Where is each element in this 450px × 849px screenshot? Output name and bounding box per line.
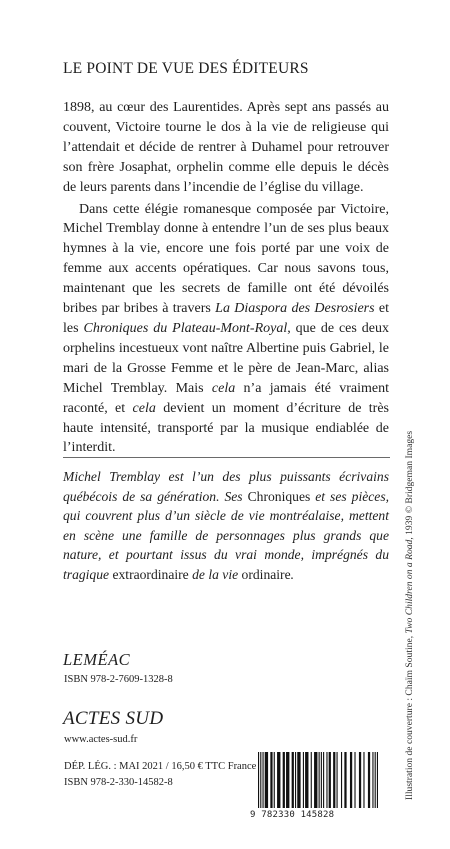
barcode-bar xyxy=(359,752,361,808)
emphasis: cela xyxy=(132,400,156,416)
barcode-bar xyxy=(337,752,338,808)
author-bio xyxy=(63,467,389,585)
barcode-number: 9 782330 145828 xyxy=(250,810,335,820)
barcode-bar xyxy=(297,752,300,808)
text-run: , que de ces deux orphelins incestueux vont naître Albertine puis Gabriel, le mari de la Grosse Femme et le père de Jean-Marc, alias Michel Tremblay. Mais xyxy=(63,320,389,396)
text-run: et ses pièces, qui couvrent plus d’un siècle de vie montréalaise, mettent en scène une famille de personnages plus grands que nature, et pourtant issus du vrai monde, imprégnés du tragique xyxy=(63,488,390,582)
barcode-bar xyxy=(286,752,289,808)
barcode-bar xyxy=(341,752,342,808)
barcode-bar xyxy=(274,752,275,808)
synopsis-paragraph-1: 1898, au cœur des Laurentides. Après sept ans passés au couvent, Victoire tourne le dos à la vie de religieuse qui l’attendait et décide de rentrer à Duhamel pour retrouver son frère Josaphat, orphelin comme elle depuis le décès de leurs parents dans l’incendie de l’église du village. xyxy=(63,100,389,195)
synopsis xyxy=(63,98,389,458)
illustration-credit xyxy=(404,431,415,800)
legal-deposit-price: DÉP. LÉG. : MAI 2021 / 16,50 € TTC France xyxy=(64,761,257,772)
barcode-bar xyxy=(292,752,294,808)
barcode-bar xyxy=(311,752,312,808)
barcode-bar xyxy=(265,752,268,808)
text-run: Michel Tremblay est l’un des plus puissants écrivains québécois de sa génération. Ses xyxy=(63,469,389,504)
text-run: Dans cette élégie romanesque composée par Victoire, Michel Tremblay donne à entendre l’un de ses plus beaux hymnes à la vie, encore une fois porté par une voix de femme aux accents opératiques. Car nous savons tous, maintenant que les secrets de famille ont été dévoilés bribes par bribes à travers xyxy=(63,201,389,317)
text-run: de la vie xyxy=(188,566,242,582)
barcode-bar xyxy=(326,752,327,808)
text-run: . xyxy=(290,566,295,582)
publisher-website: www.actes-sud.fr xyxy=(64,734,138,745)
book-title: Chroniques du Plateau-Mont-Royal xyxy=(83,320,288,336)
isbn-actes-sud: ISBN 978-2-330-14582-8 xyxy=(64,777,173,788)
text-run: et les xyxy=(63,301,389,336)
text-run: Chroniques xyxy=(247,488,311,504)
text-run: , 1939 © Bridgeman Images xyxy=(404,430,415,540)
barcode-bar xyxy=(305,752,308,808)
synopsis-paragraph-2 xyxy=(63,200,389,459)
text-run: n’a jamais été vraiment raconté, et xyxy=(63,380,390,416)
barcode-bar xyxy=(270,752,272,808)
section-heading: LE POINT DE VUE DES ÉDITEURS xyxy=(63,60,309,77)
barcode-bar xyxy=(258,752,259,808)
barcode-bar xyxy=(377,752,378,808)
barcode-bar xyxy=(262,752,263,808)
barcode-bar xyxy=(333,752,335,808)
publisher-logo-lemeac: LEMÉAC xyxy=(63,650,131,669)
barcode-bar xyxy=(321,752,322,808)
barcode-bar xyxy=(375,752,376,808)
divider xyxy=(63,457,390,458)
book-title: La Diaspora des Desrosiers xyxy=(215,301,375,317)
barcode-bar xyxy=(303,752,304,808)
artwork-title: Two Children on a Road xyxy=(404,539,415,634)
barcode-bar xyxy=(319,752,320,808)
text-run: devient un moment d’écriture de très haute intensité, transporté par la musique endiablée de l’interdit. xyxy=(63,400,389,456)
barcode xyxy=(258,752,378,808)
barcode-bar xyxy=(295,752,296,808)
barcode-bar xyxy=(323,752,324,808)
barcode-bar xyxy=(283,752,285,808)
barcode-bar xyxy=(277,752,280,808)
barcode-bar xyxy=(260,752,261,808)
emphasis: cela xyxy=(211,380,236,396)
barcode-bar xyxy=(314,752,317,808)
isbn-lemeac: ISBN 978-2-7609-1328-8 xyxy=(64,674,173,685)
barcode-bar xyxy=(350,752,352,808)
barcode-bar xyxy=(363,752,364,808)
text-run: Illustration de couverture : Chaïm Soutine, xyxy=(404,633,415,800)
text-run: ordinaire xyxy=(241,566,291,582)
barcode-bar xyxy=(344,752,346,808)
barcode-bar xyxy=(329,752,331,808)
publisher-logo-actes-sud: ACTES SUD xyxy=(63,708,164,729)
barcode-bar xyxy=(354,752,355,808)
text-run: extraordinaire xyxy=(112,566,189,582)
barcode-bar xyxy=(372,752,373,808)
barcode-bar xyxy=(368,752,370,808)
